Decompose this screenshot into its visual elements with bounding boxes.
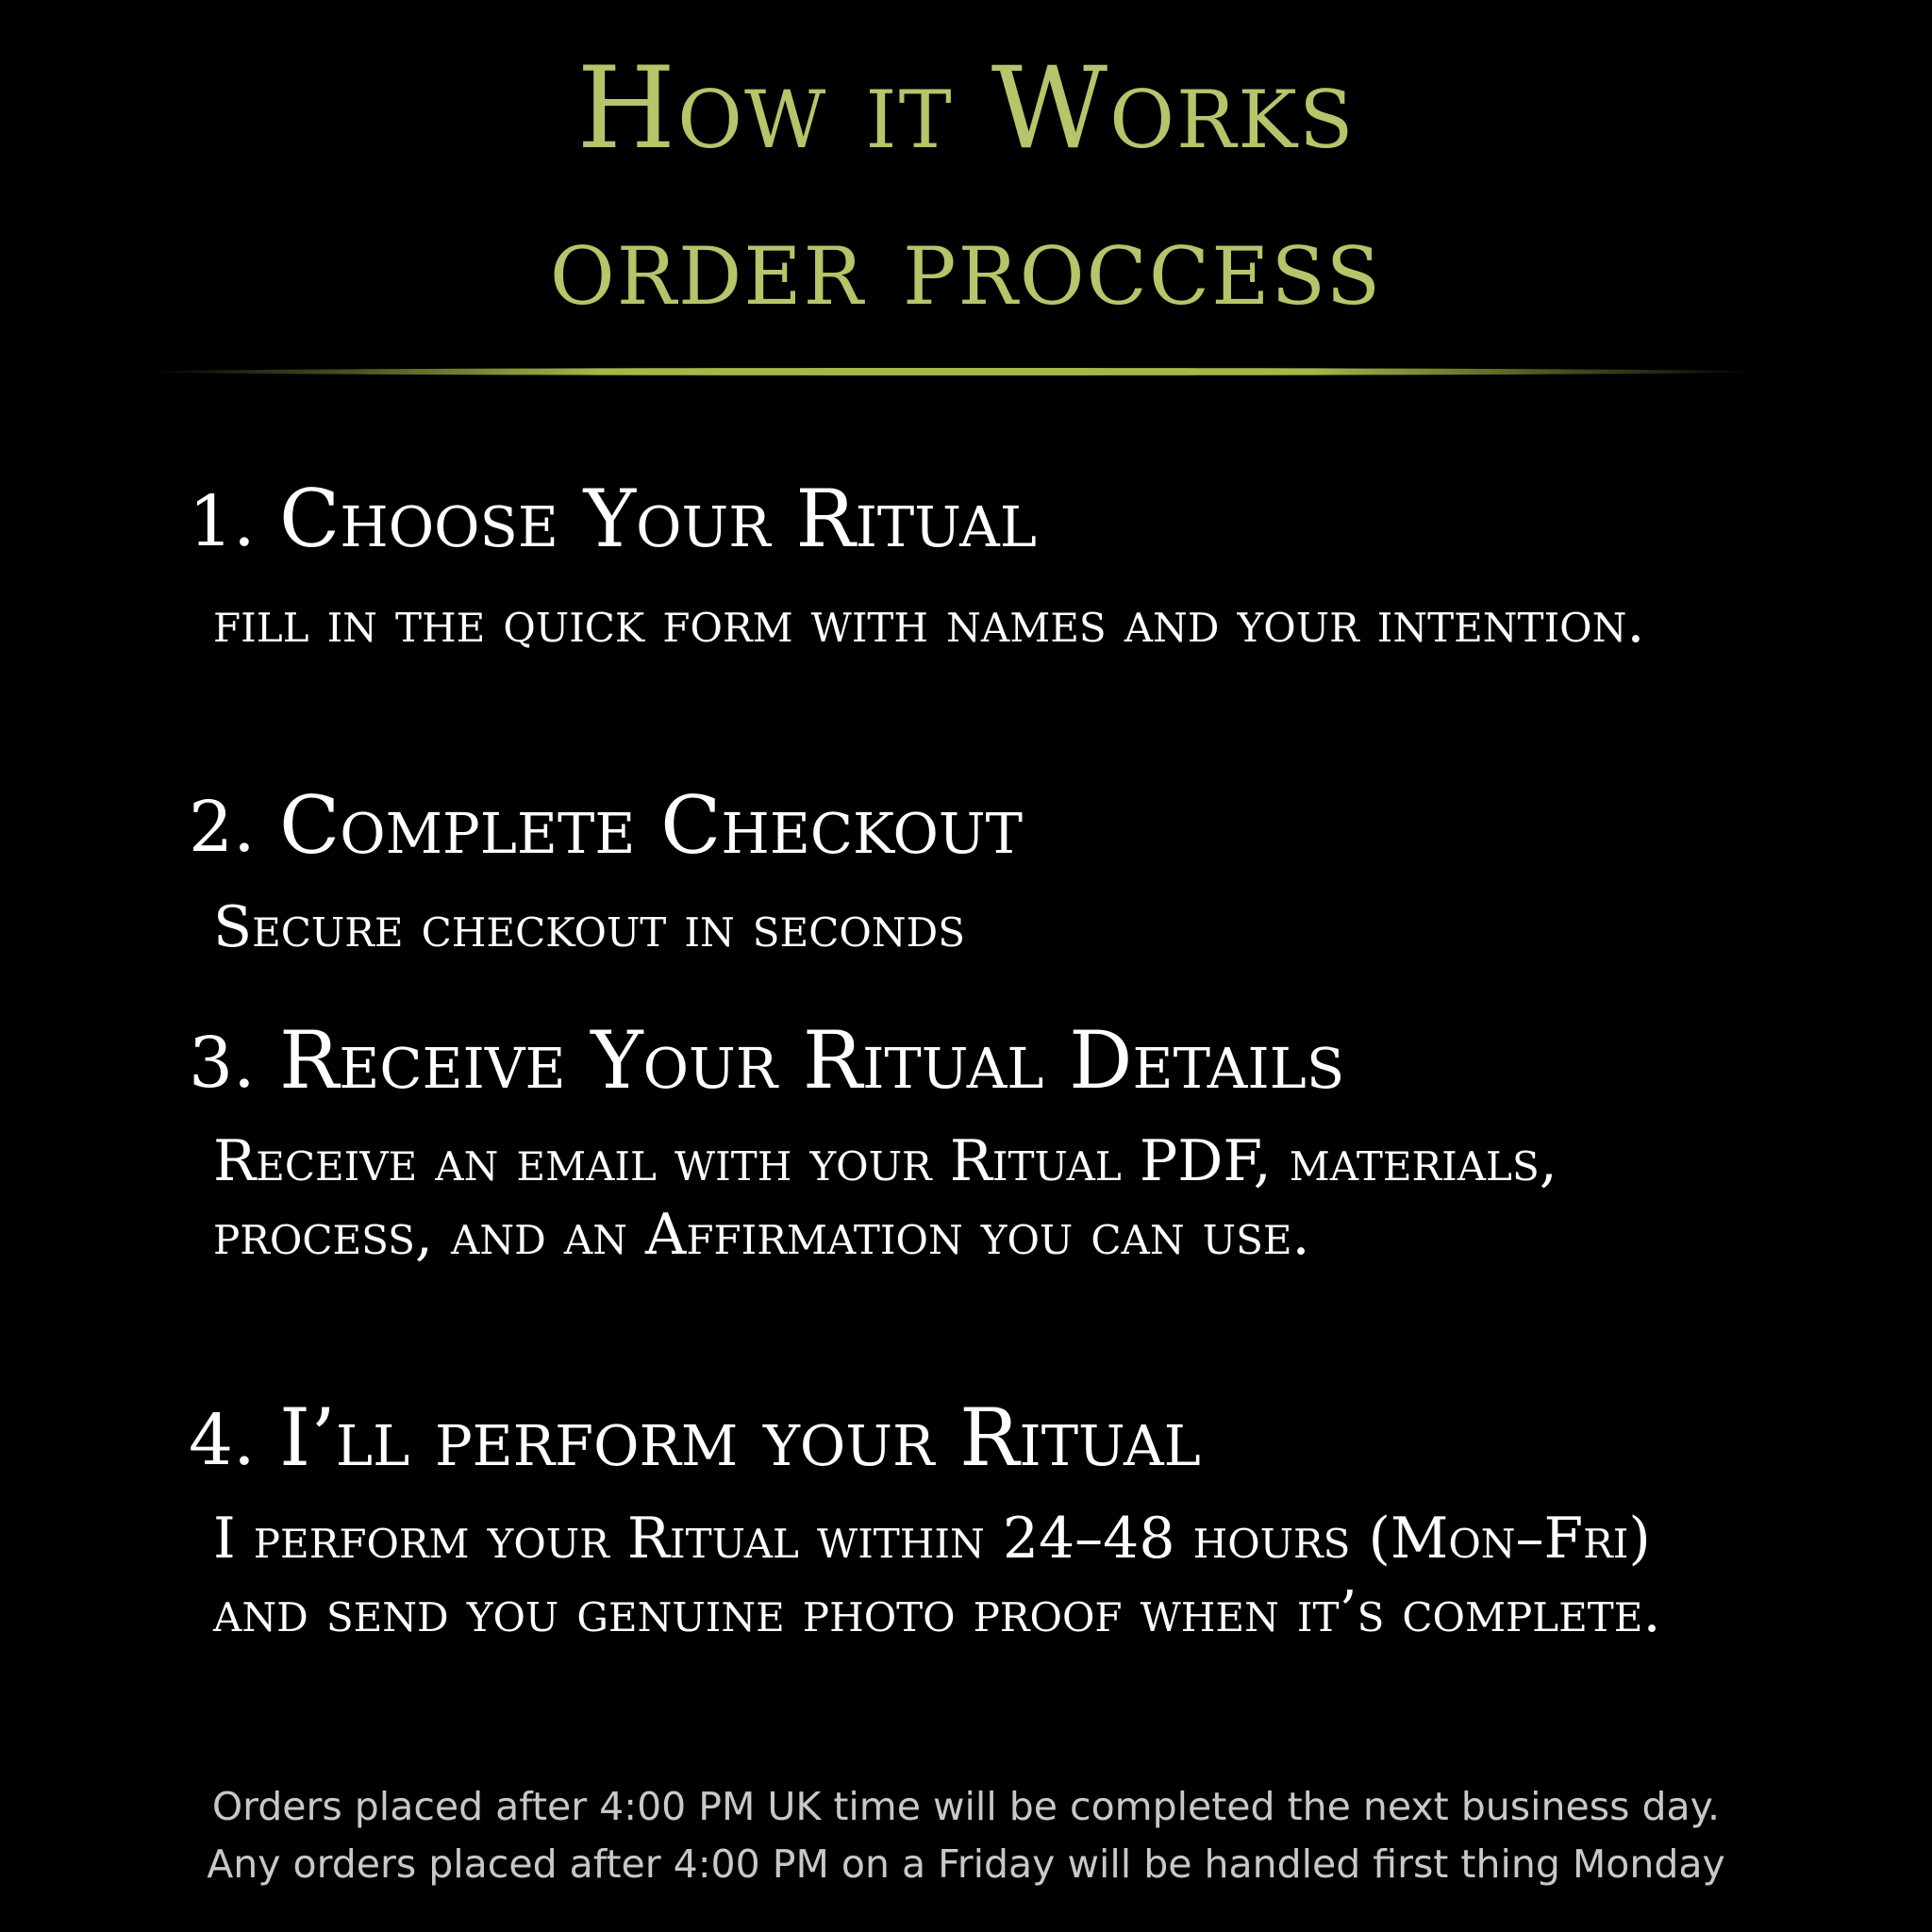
step-1-number: 1. [189,481,256,562]
step-1-description: fill in the quick form with names and your intention. [213,590,1645,656]
step-2-number: 2. [189,787,256,868]
page-title-line-2: order proccess [549,200,1383,331]
step-3-description: Receive an email with your Ritual PDF, materials, process, and an Affirmation you can use. [213,1128,1557,1268]
step-4-description: I perform your Ritual within 24–48 hours (Mon–Fri) and send you genuine photo proof when it’s complete. [213,1506,1661,1645]
step-2-description: Secure checkout in seconds [213,894,965,960]
step-3-title: Receive Your Ritual Details [279,1014,1345,1107]
title-divider [149,368,1758,375]
step-1-title: Choose Your Ritual [279,473,1037,565]
footnote-line-1: Orders placed after 4:00 PM UK time will be completed the next business day. [211,1784,1721,1829]
step-4-number: 4. [189,1400,256,1481]
step-3-number: 3. [189,1023,256,1104]
footnote-line-2: Any orders placed after 4:00 PM on a Friday will be handled first thing Monday [207,1841,1725,1887]
step-2-title: Complete Checkout [279,779,1023,872]
step-4-title: I’ll perform your Ritual [279,1391,1201,1484]
page-title-line-1: How it Works [576,43,1356,175]
